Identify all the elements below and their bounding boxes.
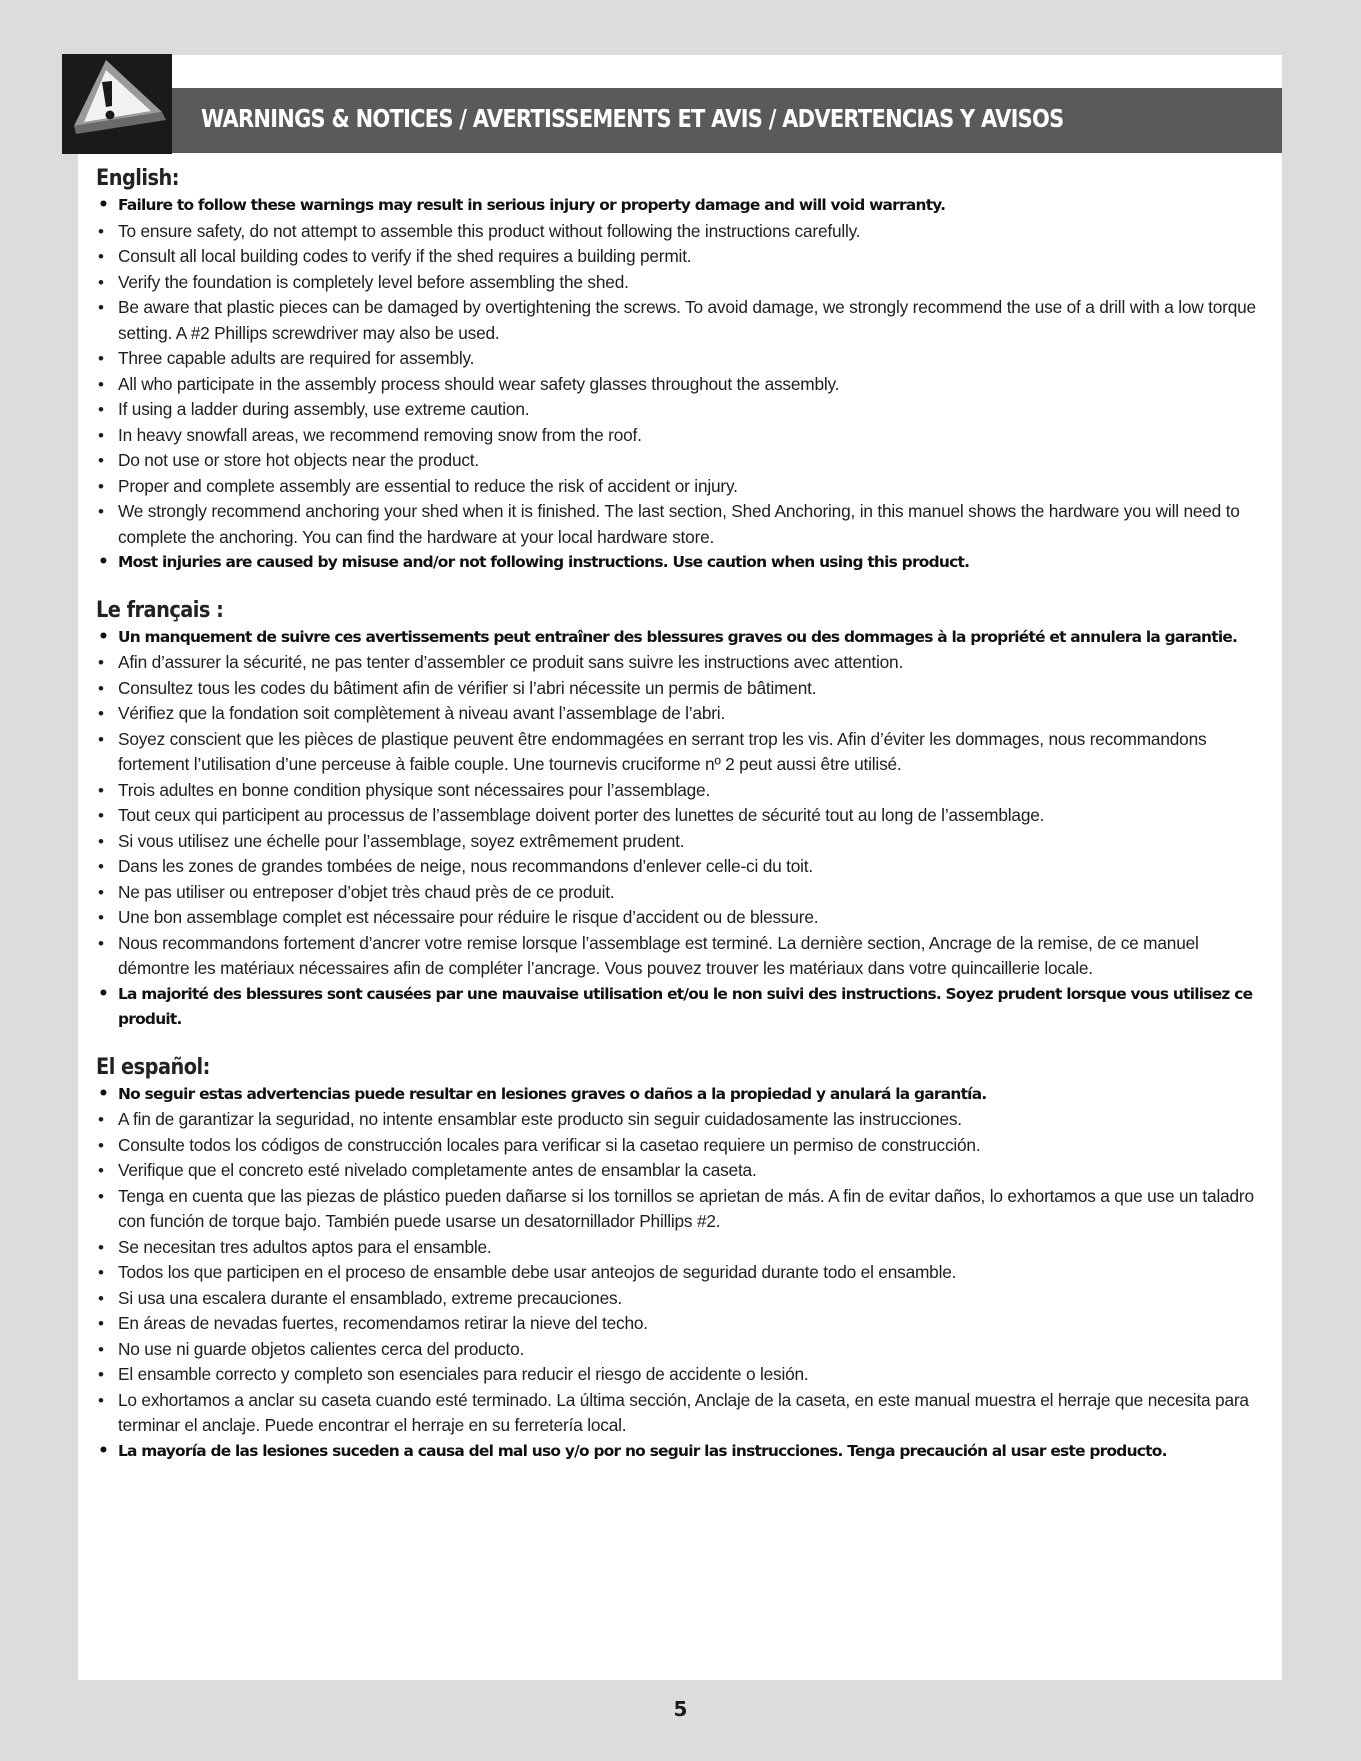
list-item: • Three capable adults are required for assembly.	[96, 346, 1256, 372]
list-item: • Ne pas utiliser ou entreposer d’objet très chaud près de ce produit.	[96, 880, 1256, 906]
list-item: • Proper and complete assembly are essential to reduce the risk of accident or injury.	[96, 474, 1256, 500]
list-item: • Verifique que el concreto esté nivelado completamente antes de ensamblar la caseta.	[96, 1158, 1256, 1184]
list-item: • No use ni guarde objetos calientes cerca del producto.	[96, 1337, 1256, 1363]
section-spanish	[96, 1055, 1256, 1465]
list-item: • Tout ceux qui participent au processus de l’assemblage doivent porter des lunettes de sécurité tout au long de l’assemblage.	[96, 803, 1256, 829]
section-heading: English:	[96, 166, 179, 191]
list-item: • Tenga en cuenta que las piezas de plástico pueden dañarse si los tornillos se aprietan de más. A fin de evitar daños, lo exhortamos a que use un taladro con función de torque bajo. También puede usarse un desatornillador Phillips #2.	[96, 1184, 1256, 1235]
list-item: • Todos los que participen en el proceso de ensamble debe usar anteojos de seguridad durante todo el ensamble.	[96, 1260, 1256, 1286]
list-item: • Lo exhortamos a anclar su caseta cuando esté terminado. La última sección, Anclaje de la caseta, en este manual muestra el herraje que necesita para terminar el anclaje. Puede encontrar el herraje en su ferretería local.	[96, 1388, 1256, 1439]
section-french	[96, 598, 1256, 1033]
list-item: • Nous recommandons fortement d’ancrer votre remise lorsque l’assemblage est terminé. La dernière section, Ancrage de la remise, de ce manuel démontre les matériaux nécessaires afin de compléter l’ancrage. Vous pouvez trouver les matériaux dans votre quincaillerie locale.	[96, 931, 1256, 982]
list-item: • Do not use or store hot objects near the product.	[96, 448, 1256, 474]
list-item: • Afin d’assurer la sécurité, ne pas tenter d’assembler ce produit sans suivre les instructions avec attention.	[96, 650, 1256, 676]
warnings-content	[96, 166, 1256, 1486]
list-item: • No seguir estas advertencias puede resultar en lesiones graves o daños a la propiedad y anulará la garantía.	[96, 1082, 1256, 1108]
list-item: • Un manquement de suivre ces avertissements peut entraîner des blessures graves ou des dommages à la propriété et annulera la garantie.	[96, 625, 1256, 651]
list-item: • Most injuries are caused by misuse and/or not following instructions. Use caution when using this product.	[96, 550, 1256, 576]
warning-triangle-icon	[62, 54, 172, 154]
list-item: • In heavy snowfall areas, we recommend removing snow from the roof.	[96, 423, 1256, 449]
list-item: • We strongly recommend anchoring your shed when it is finished. The last section, Shed Anchoring, in this manuel shows the hardware you will need to complete the anchoring. You can find the hardware at your local hardware store.	[96, 499, 1256, 550]
list-item: • All who participate in the assembly process should wear safety glasses throughout the assembly.	[96, 372, 1256, 398]
list-item: • To ensure safety, do not attempt to assemble this product without following the instructions carefully.	[96, 219, 1256, 245]
list-item: • Si vous utilisez une échelle pour l’assemblage, soyez extrêmement prudent.	[96, 829, 1256, 855]
list-item: • El ensamble correcto y completo son esenciales para reducir el riesgo de accidente o lesión.	[96, 1362, 1256, 1388]
page-title: WARNINGS & NOTICES / AVERTISSEMENTS ET AVIS / ADVERTENCIAS Y AVISOS	[201, 104, 1064, 133]
list-item: • Failure to follow these warnings may result in serious injury or property damage and will void warranty.	[96, 193, 1256, 219]
list-item: • Verify the foundation is completely level before assembling the shed.	[96, 270, 1256, 296]
section-heading: Le français :	[96, 597, 224, 623]
list-item: • Une bon assemblage complet est nécessaire pour réduire le risque d’accident ou de blessure.	[96, 905, 1256, 931]
section-english	[96, 166, 1256, 576]
section-heading: El español:	[96, 1054, 210, 1080]
list-item: • En áreas de nevadas fuertes, recomendamos retirar la nieve del techo.	[96, 1311, 1256, 1337]
list-item: • Dans les zones de grandes tombées de neige, nous recommandons d’enlever celle-ci du toit.	[96, 854, 1256, 880]
list-item: • If using a ladder during assembly, use extreme caution.	[96, 397, 1256, 423]
list-item: • Se necesitan tres adultos aptos para el ensamble.	[96, 1235, 1256, 1261]
list-item: • Trois adultes en bonne condition physique sont nécessaires pour l’assemblage.	[96, 778, 1256, 804]
list-item: • La mayoría de las lesiones suceden a causa del mal uso y/o por no seguir las instrucciones. Tenga precaución al usar este producto.	[96, 1439, 1256, 1465]
list-item: • Consulte todos los códigos de construcción locales para verificar si la casetao requiere un permiso de construcción.	[96, 1133, 1256, 1159]
bullet-list	[96, 625, 1256, 1033]
list-item: • A fin de garantizar la seguridad, no intente ensamblar este producto sin seguir cuidadosamente las instrucciones.	[96, 1107, 1256, 1133]
page-number: 5	[673, 1697, 688, 1721]
list-item: • Si usa una escalera durante el ensamblado, extreme precauciones.	[96, 1286, 1256, 1312]
list-item: • Be aware that plastic pieces can be damaged by overtightening the screws. To avoid damage, we strongly recommend the use of a drill with a low torque setting. A #2 Phillips screwdriver may also be used.	[96, 295, 1256, 346]
list-item: • Vérifiez que la fondation soit complètement à niveau avant l’assemblage de l’abri.	[96, 701, 1256, 727]
list-item: • Soyez conscient que les pièces de plastique peuvent être endommagées en serrant trop les vis. Afin d’éviter les dommages, nous recommandons fortement l’utilisation d’une perceuse à faible couple. Une tournevis cruciforme nº 2 peut aussi être utilisé.	[96, 727, 1256, 778]
bullet-list	[96, 193, 1256, 576]
list-item: • Consultez tous les codes du bâtiment afin de vérifier si l’abri nécessite un permis de bâtiment.	[96, 676, 1256, 702]
bullet-list	[96, 1082, 1256, 1465]
list-item: • Consult all local building codes to verify if the shed requires a building permit.	[96, 244, 1256, 270]
list-item: • La majorité des blessures sont causées par une mauvaise utilisation et/ou le non suivi des instructions. Soyez prudent lorsque vous utilisez ce produit.	[96, 982, 1256, 1033]
